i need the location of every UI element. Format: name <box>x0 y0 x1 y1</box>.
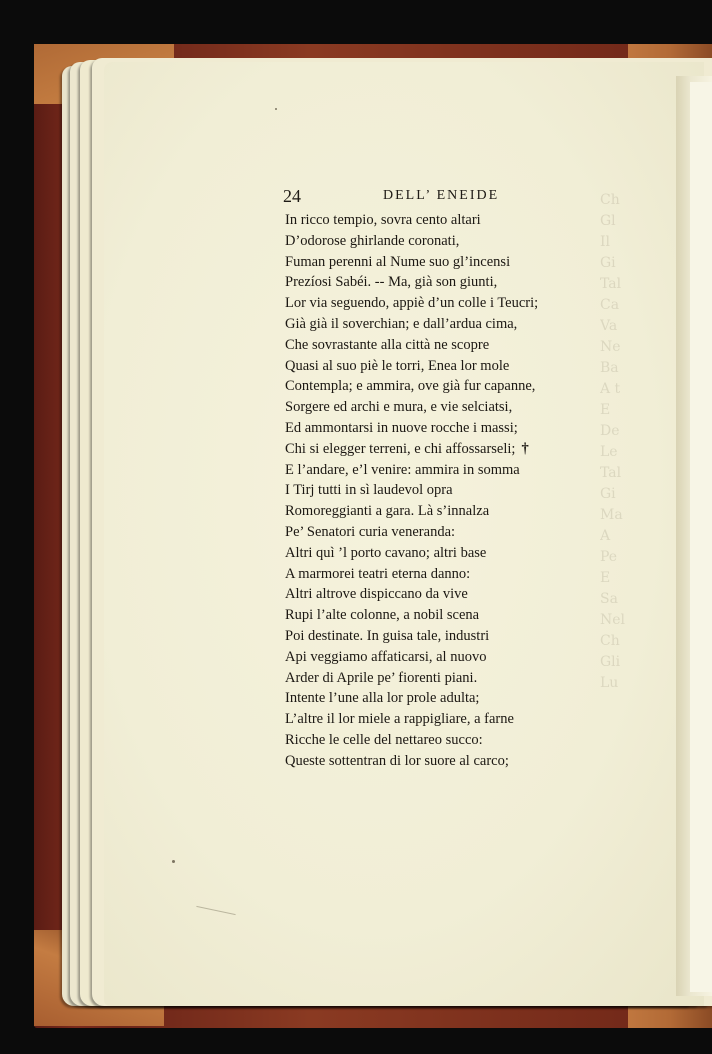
verse-line: Contempla; e ammira, ove già fur capanne, <box>285 378 536 395</box>
verse-line: Queste sottentran di lor suore al carco; <box>285 752 509 769</box>
verse-line: Altri altrove dispiccano da vive <box>285 586 468 603</box>
verse-line: Fuman perenni al Nume suo gl’incensi <box>285 253 511 270</box>
verse-line: A marmorei teatri eterna danno: <box>285 565 471 582</box>
facing-page-edge <box>690 82 712 992</box>
margin-mark: † <box>521 440 529 457</box>
verse-line: Rupi l’alte colonne, a nobil scena <box>285 607 480 624</box>
show-through-text: Ch Gl Il Gi Tal Ca Va Ne Ba A t E De Le Tal Gi Ma A Pe E Sa Nel Ch Gli Lu <box>600 192 626 691</box>
verse-block <box>285 210 615 772</box>
paper-speck <box>275 108 277 110</box>
verse-line: Arder di Aprile pe’ fiorenti piani. <box>285 669 478 686</box>
verse-line: Poi destinate. In guisa tale, industri <box>285 627 490 644</box>
verse-line: E l’andare, e’l venire: ammira in somma <box>285 461 520 478</box>
verse-line: Romoreggianti a gara. Là s’innalza <box>285 503 490 520</box>
verse-line: Altri quì ’l porto cavano; altri base <box>285 544 487 561</box>
running-header <box>283 186 523 210</box>
verse-line: Api veggiamo affaticarsi, al nuovo <box>285 648 487 665</box>
verse-line: Lor via seguendo, appiè d’un colle i Teucri; <box>285 295 539 312</box>
verse-line: Prezíosi Sabéi. -- Ma, già son giunti, <box>285 274 498 291</box>
verse-line: Chi si elegger terreni, e chi affossarseli; <box>285 440 516 457</box>
verse-line: D’odorose ghirlande coronati, <box>285 232 460 249</box>
verse-line: Ricche le celle del nettareo succo: <box>285 731 483 748</box>
paper-speck <box>172 860 175 863</box>
verse-line: L’altre il lor miele a rappigliare, a farne <box>285 711 514 728</box>
page-number: 24 <box>283 186 301 206</box>
running-title: DELL’ ENEIDE <box>383 188 500 203</box>
verse-line-with-mark <box>285 439 615 460</box>
verse-line: Sorgere ed archi e mura, e vie selciatsi, <box>285 399 513 416</box>
verse-line: Già già il soverchian; e dall’ardua cima, <box>285 315 518 332</box>
verse-line: Quasi al suo piè le torri, Enea lor mole <box>285 357 510 374</box>
verse-line: Che sovrastante alla città ne scopre <box>285 336 490 353</box>
verse-line: I Tirj tutti in sì laudevol opra <box>285 482 453 499</box>
verse-line: Pe’ Senatori curia veneranda: <box>285 523 456 540</box>
verse-line: In ricco tempio, sovra cento altari <box>285 212 481 228</box>
verse-line: Intente l’une alla lor prole adulta; <box>285 690 480 707</box>
verse-line: Ed ammontarsi in nuove rocche i massi; <box>285 419 518 436</box>
